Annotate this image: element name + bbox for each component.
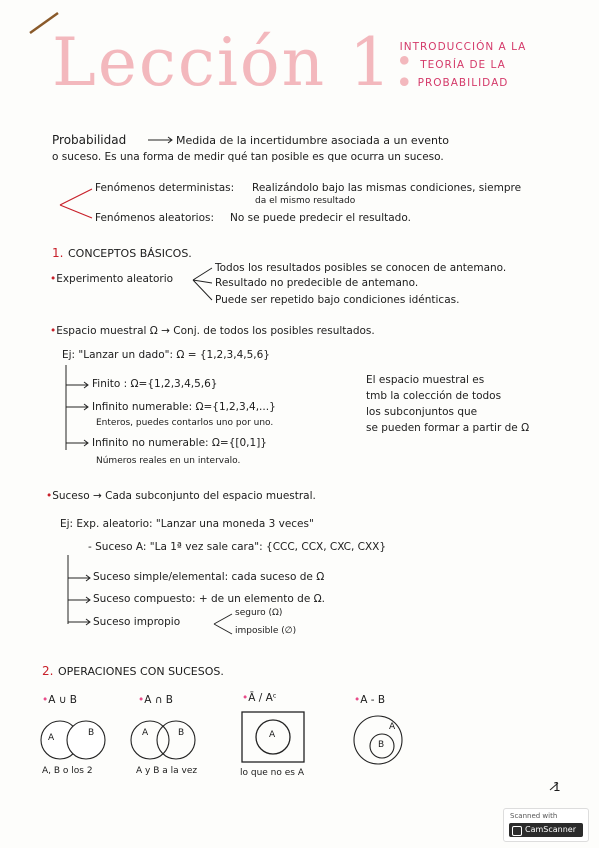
op-union-symbol: •A ∪ B	[42, 694, 77, 706]
camscanner-icon	[512, 826, 522, 836]
venn-label-a4: A	[389, 722, 396, 732]
op-intersection-symbol: •A ∩ B	[138, 694, 173, 706]
op-difference-symbol: •A - B	[354, 694, 386, 706]
venn-label-a3: A	[269, 730, 276, 740]
espacio-muestral-example: Ej: "Lanzar un dado": Ω = {1,2,3,4,5,6}	[62, 349, 270, 361]
op-union-caption: A, B o los 2	[42, 766, 93, 776]
camscanner-brand-text: CamScanner	[525, 825, 577, 834]
venn-label-b4: B	[378, 740, 385, 750]
deterministas-label: Fenómenos deterministas:	[95, 182, 235, 194]
op-intersection-caption: A y B a la vez	[136, 766, 198, 776]
camscanner-badge	[503, 808, 589, 842]
subtitle-line-1: INTRODUCCIÓN A LA	[399, 41, 527, 53]
suceso-impropio: Suceso impropio	[93, 616, 181, 628]
scanned-with-text: Scanned with	[510, 812, 558, 820]
experimento-item-1: Todos los resultados posibles se conocen de antemano.	[215, 262, 507, 274]
infinito-numerable-note: Enteros, puedes contarlos uno por uno.	[96, 418, 274, 428]
venn-label-b2: B	[178, 728, 185, 738]
suceso-seguro: seguro (Ω)	[235, 608, 283, 618]
subtitle-line-3: PROBABILIDAD	[417, 77, 509, 89]
camscanner-logo	[509, 823, 583, 837]
suceso-example: Ej: Exp. aleatorio: "Lanzar una moneda 3 veces"	[60, 518, 314, 530]
probabilidad-definition: Medida de la incertidumbre asociada a un evento	[176, 134, 449, 147]
venn-label-a2: A	[142, 728, 149, 738]
side-note-2: tmb la colección de todos	[366, 390, 502, 402]
suceso-imposible: imposible (∅)	[235, 626, 297, 636]
venn-label-b: B	[88, 728, 95, 738]
experimento-item-2: Resultado no predecible de antemano.	[215, 277, 419, 289]
infinito-no-numerable-line: Infinito no numerable: Ω={[0,1]}	[92, 437, 267, 449]
venn-label-a: A	[48, 733, 55, 743]
infinito-no-numerable-note: Números reales en un intervalo.	[96, 456, 241, 466]
section2-number: 2.	[42, 664, 54, 678]
term-probabilidad: Probabilidad	[52, 133, 127, 147]
experimento-item-3: Puede ser repetido bajo condiciones idénticas.	[215, 294, 460, 306]
subtitle-line-2: TEORÍA DE LA	[420, 59, 506, 71]
experimento-label: •Experimento aleatorio	[50, 273, 174, 285]
espacio-muestral-line: •Espacio muestral Ω → Conj. de todos los posibles resultados.	[50, 325, 375, 337]
suceso-line: •Suceso → Cada subconjunto del espacio muestral.	[46, 490, 316, 502]
op-complement-symbol: •Ā / Aᶜ	[242, 692, 277, 704]
venn-intersection	[131, 721, 195, 759]
section1-heading: CONCEPTOS BÁSICOS.	[68, 247, 192, 260]
infinito-numerable-line: Infinito numerable: Ω={1,2,3,4,...}	[92, 401, 276, 413]
suceso-compuesto: Suceso compuesto: + de un elemento de Ω.	[93, 593, 326, 605]
section2-heading: OPERACIONES CON SUCESOS.	[58, 665, 224, 678]
aleatorios-label: Fenómenos aleatorios:	[95, 212, 215, 224]
finito-line: Finito : Ω={1,2,3,4,5,6}	[92, 378, 218, 390]
aleatorios-desc: No se puede predecir el resultado.	[230, 212, 411, 224]
section1-number: 1.	[52, 246, 64, 260]
deterministas-desc-1: Realizándolo bajo las mismas condiciones, siempre	[252, 182, 522, 194]
op-complement-caption: lo que no es A	[240, 768, 304, 778]
side-note-1: El espacio muestral es	[366, 374, 485, 386]
page-number: 1	[553, 780, 561, 794]
suceso-a-line: - Suceso A: "La 1ª vez sale cara": {CCC, CCX, CXC, CXX}	[88, 541, 387, 553]
side-note-3: los subconjuntos que	[366, 406, 478, 418]
suceso-simple: Suceso simple/elemental: cada suceso de Ω	[93, 571, 325, 583]
probabilidad-definition-2: o suceso. Es una forma de medir qué tan posible es que ocurra un suceso.	[52, 151, 444, 163]
deterministas-desc-2: da el mismo resultado	[255, 196, 356, 206]
side-note-4: se pueden formar a partir de Ω	[366, 422, 530, 434]
page-title: Lección 1:	[52, 24, 418, 101]
